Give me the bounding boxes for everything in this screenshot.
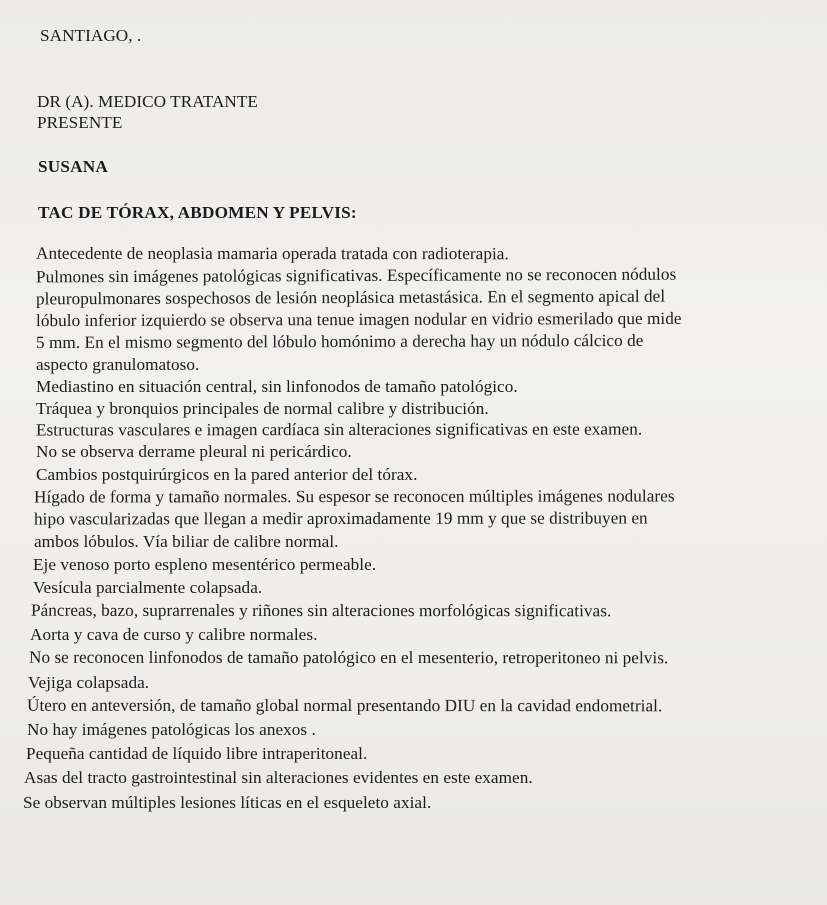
report-line: No se observa derrame pleural ni pericárdico. [36,442,352,461]
report-line: Páncreas, bazo, suprarrenales y riñones sin alteraciones morfológicas significativas. [30,600,612,621]
report-line: aspecto granulomatoso. [36,355,200,374]
report-line: Cambios postquirúrgicos en la pared anterior del tórax. [36,465,418,484]
report-line: 5 mm. En el mismo segmento del lóbulo homónimo a derecha hay un nódulo cálcico de [35,330,644,353]
report-line: hipo vascularizadas que llegan a medir aproximadamente 19 mm y que se distribuyen en [33,508,648,529]
report-line: Mediastino en situación central, sin linfonodos de tamaño patológico. [36,377,518,396]
report-line: Pequeña cantidad de líquido libre intraperitoneal. [26,744,368,763]
report-line: Pulmones sin imágenes patológicas significativas. Específicamente no se reconocen nódulos [35,264,677,287]
patient-name: SUSANA [38,157,108,176]
report-line: No se reconocen linfonodos de tamaño patológico en el mesenterio, retroperitoneo ni pelvis. [28,647,669,668]
report-line: ambos lóbulos. Vía biliar de calibre normal. [34,532,339,551]
report-line: pleuropulmonares sospechosos de lesión neoplásica metastásica. En el segmento apical del [35,286,666,309]
report-line: Asas del tracto gastrointestinal sin alteraciones evidentes en este examen. [24,768,533,787]
place-date: SANTIAGO, . [40,26,142,45]
report-line: Antecedente de neoplasia mamaria operada tratada con radioterapia. [35,243,509,264]
report-line: Aorta y cava de curso y calibre normales. [30,625,318,644]
report-line: Vejiga colapsada. [28,673,150,692]
report-line: lóbulo inferior izquierdo se observa una tenue imagen nodular en vidrio esmerilado que mide [35,308,682,331]
report-line: Se observan múltiples lesiones líticas en el esqueleto axial. [23,793,432,812]
report-line: Útero en anteversión, de tamaño global normal presentando DIU en la cavidad endometrial. [26,695,663,716]
report-line: Tráquea y bronquios principales de normal calibre y distribución. [36,399,489,418]
recipient-line: PRESENTE [37,113,123,132]
recipient-line: DR (A). MEDICO TRATANTE [37,92,258,111]
report-line: Estructuras vasculares e imagen cardíaca sin alteraciones significativas en este examen. [35,419,643,440]
report-line: Vesícula parcialmente colapsada. [33,578,263,597]
exam-title: TAC DE TÓRAX, ABDOMEN Y PELVIS: [38,203,357,222]
report-line: Hígado de forma y tamaño normales. Su espesor se reconocen múltiples imágenes nodulares [33,486,675,507]
report-line: No hay imágenes patológicas los anexos . [27,720,316,739]
report-line: Eje venoso porto espleno mesentérico permeable. [33,555,377,574]
